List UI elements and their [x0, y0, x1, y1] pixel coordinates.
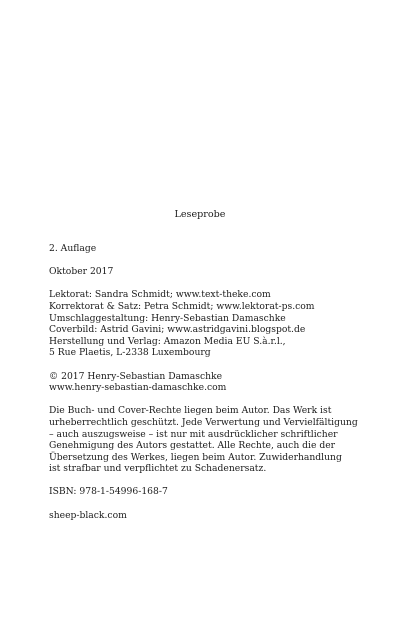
edition-block: [49, 243, 369, 255]
website-text: sheep-black.com: [49, 509, 127, 521]
isbn-block: [49, 486, 369, 498]
rights-line: Übersetzung des Werkes, liegen beim Autor. Zuwiderhandlung: [49, 451, 342, 463]
date-text: Oktober 2017: [49, 266, 114, 278]
rights-line: urheberrechtlich geschützt. Jede Verwertung und Vervielfältigung: [49, 416, 358, 428]
website-block: [49, 510, 369, 522]
page-title: Leseprobe: [174, 209, 226, 220]
credits-block: [49, 289, 369, 359]
credit-line-cover-image: Coverbild: Astrid Gavini; www.astridgavini.blogspot.de: [49, 324, 306, 336]
rights-line: Genehmigung des Autors gestattet. Alle Rechte, auch die der: [49, 440, 336, 452]
date-block: [49, 266, 369, 278]
credit-line-editor: Lektorat: Sandra Schmidt; www.text-theke.com: [49, 289, 271, 301]
credit-line-address: 5 Rue Plaetis, L-2338 Luxembourg: [49, 347, 211, 359]
credit-line-publisher: Herstellung und Verlag: Amazon Media EU S.à.r.l.,: [49, 335, 286, 347]
rights-line: Die Buch- und Cover-Rechte liegen beim Autor. Das Werk ist: [49, 405, 332, 417]
copyright-block: [49, 371, 369, 394]
isbn-text: ISBN: 978-1-54996-168-7: [49, 486, 168, 498]
rights-line: ist strafbar und verpflichtet zu Schadenersatz.: [49, 463, 267, 475]
rights-block: [49, 405, 369, 475]
copyright-line: © 2017 Henry-Sebastian Damaschke: [49, 370, 223, 382]
author-website: www.henry-sebastian-damaschke.com: [49, 382, 227, 394]
credit-line-cover-design: Umschlaggestaltung: Henry-Sebastian Damaschke: [49, 312, 286, 324]
credit-line-proofreading: Korrektorat & Satz: Petra Schmidt; www.lektorat-ps.com: [49, 300, 315, 312]
rights-line: – auch auszugsweise – ist nur mit ausdrücklicher schriftlicher: [49, 428, 338, 440]
edition-text: 2. Auflage: [49, 243, 97, 254]
imprint-content: [49, 243, 369, 533]
